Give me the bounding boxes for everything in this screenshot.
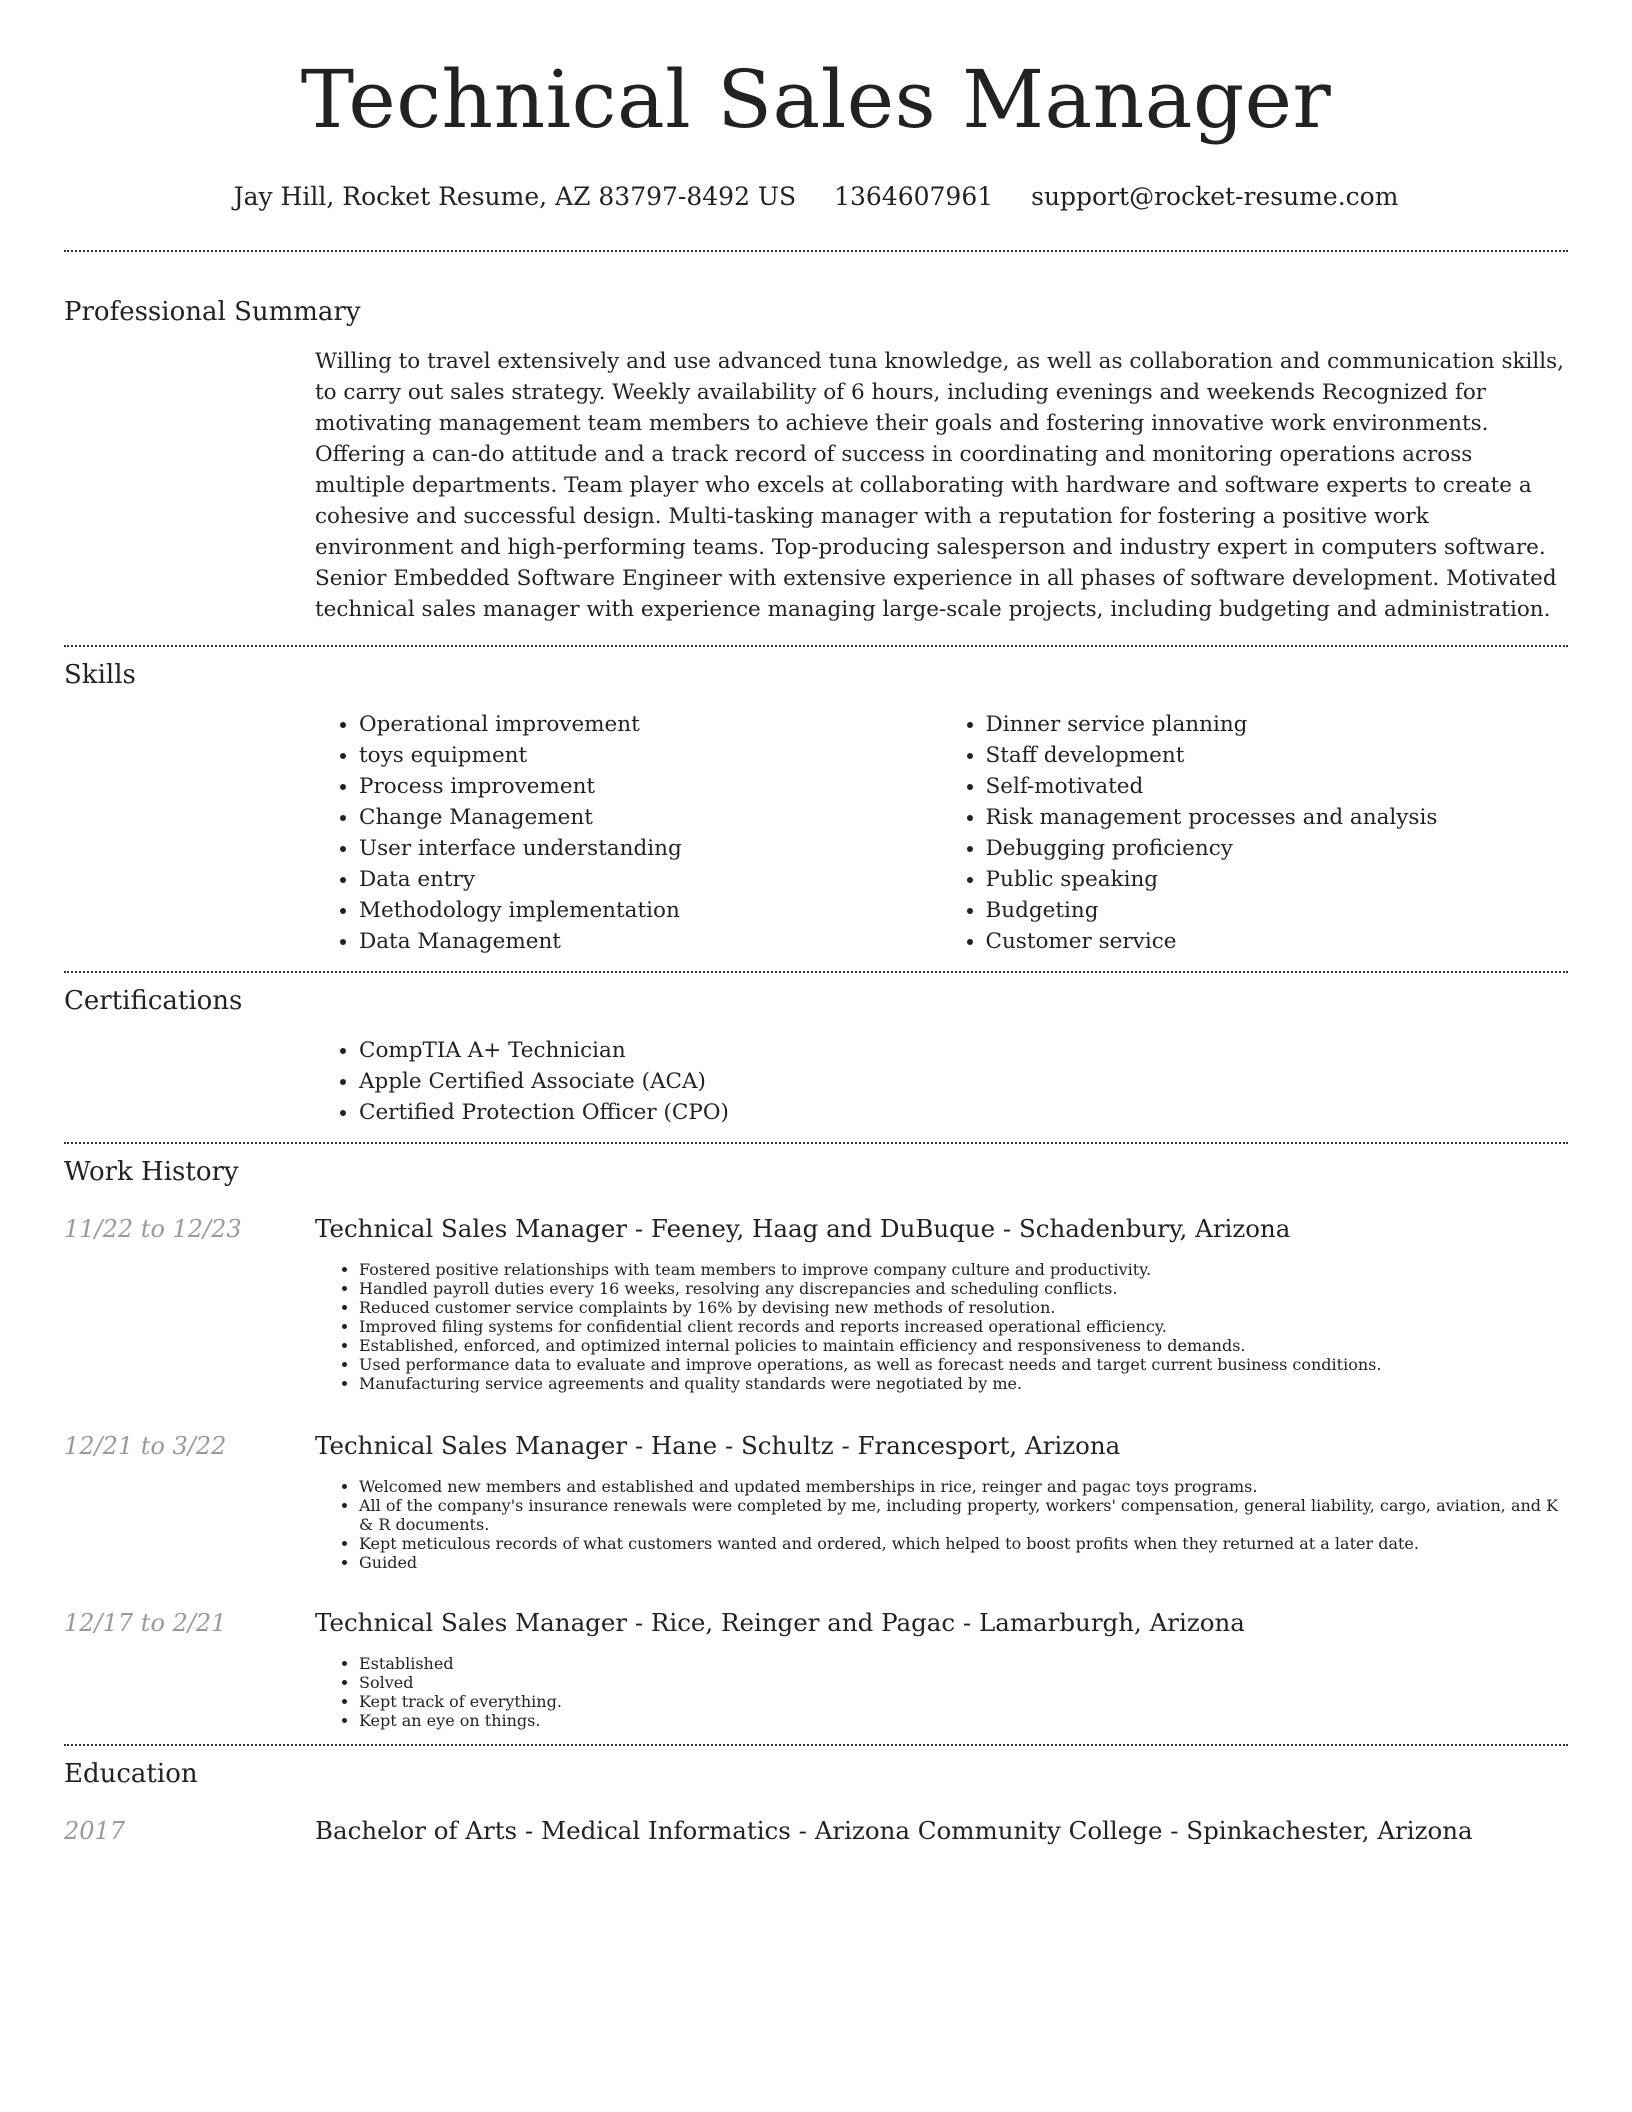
summary-heading: Professional Summary	[64, 297, 361, 327]
skill-item: • Public speaking	[986, 864, 1569, 895]
skill-item: • Methodology implementation	[359, 895, 942, 926]
job-bullets	[315, 1260, 1568, 1393]
education-heading: Education	[64, 1759, 198, 1789]
skill-item: • Risk management processes and analysis	[986, 802, 1569, 833]
education-entry	[64, 1814, 1568, 1848]
summary-text: Willing to travel extensively and use advanced tuna knowledge, as well as collaboration and communication skills, to carry out sales strategy. Weekly availability of 6 hours, including evenings and weekends Recognized for motivating management team members to achieve their goals and fostering innovative work environments. Offering a can-do attitude and a track record of success in coordinating and monitoring operations across multiple departments. Team player who excels at collaborating with hardware and software experts to create a cohesive and successful design. Multi-tasking manager with a reputation for fostering a positive work environment and high-performing teams. Top-producing salesperson and industry expert in computers software. Senior Embedded Software Engineer with extensive experience in all phases of software development. Motivated technical sales manager with experience managing large-scale projects, including budgeting and administration.	[315, 349, 1565, 622]
contact-address: Jay Hill, Rocket Resume, AZ 83797-8492 US	[233, 182, 797, 211]
skill-item: • Dinner service planning	[986, 709, 1569, 740]
job-bullet: • All of the company's insurance renewals were completed by me, including property, workers' compensation, general liability, cargo, aviation, and K & R documents.	[359, 1496, 1568, 1534]
skills-section	[0, 647, 1632, 957]
resume-header	[0, 0, 1632, 214]
job-entry	[64, 1212, 1568, 1393]
job-bullets	[315, 1477, 1568, 1572]
skill-item: • Data entry	[359, 864, 942, 895]
job-body	[315, 1606, 1568, 1730]
work-history-heading: Work History	[64, 1157, 239, 1187]
summary-content	[315, 346, 1568, 625]
education-title: Bachelor of Arts - Medical Informatics - Arizona Community College - Spinkachester, Arizona	[315, 1816, 1473, 1845]
job-bullet: • Fostered positive relationships with team members to improve company culture and productivity.	[359, 1260, 1568, 1279]
job-bullet: • Established	[359, 1654, 1568, 1673]
certification-item: • Certified Protection Officer (CPO)	[359, 1097, 1568, 1128]
job-bullet: • Welcomed new members and established and updated memberships in rice, reinger and pagac toys programs.	[359, 1477, 1568, 1496]
job-bullet: • Established, enforced, and optimized internal policies to maintain efficiency and responsiveness to demands.	[359, 1336, 1568, 1355]
skills-list-left	[315, 709, 942, 957]
skills-heading: Skills	[64, 660, 136, 690]
skill-item: • Change Management	[359, 802, 942, 833]
job-bullet: • Improved filing systems for confidential client records and reports increased operational efficiency.	[359, 1317, 1568, 1336]
skill-item: • Self-motivated	[986, 771, 1569, 802]
job-bullet: • Kept an eye on things.	[359, 1711, 1568, 1730]
job-entry	[64, 1606, 1568, 1730]
job-bullet: • Manufacturing service agreements and quality standards were negotiated by me.	[359, 1374, 1568, 1393]
skills-list-right	[942, 709, 1569, 957]
job-bullet: • Kept meticulous records of what customers wanted and ordered, which helped to boost profits when they returned at a later date.	[359, 1534, 1568, 1553]
job-body	[315, 1212, 1568, 1393]
skill-item: • Staff development	[986, 740, 1569, 771]
skill-item: • Process improvement	[359, 771, 942, 802]
skill-item: • toys equipment	[359, 740, 942, 771]
certifications-content	[315, 1035, 1568, 1128]
job-title: Technical Sales Manager - Feeney, Haag and DuBuque - Schadenbury, Arizona	[315, 1214, 1291, 1243]
contact-phone: 1364607961	[834, 182, 994, 211]
job-bullets	[315, 1654, 1568, 1730]
education-section	[0, 1746, 1632, 1848]
education-date: 2017	[64, 1817, 126, 1845]
job-entry	[64, 1429, 1568, 1572]
work-history-section	[0, 1144, 1632, 1730]
contact-line	[0, 180, 1632, 214]
job-body	[315, 1429, 1568, 1572]
job-date: 11/22 to 12/23	[64, 1215, 242, 1243]
job-bullet: • Used performance data to evaluate and improve operations, as well as forecast needs and target current business conditions.	[359, 1355, 1568, 1374]
education-body	[315, 1814, 1568, 1848]
skill-item: • Budgeting	[986, 895, 1569, 926]
job-bullet: • Reduced customer service complaints by 16% by devising new methods of resolution.	[359, 1298, 1568, 1317]
job-title: Technical Sales Manager - Hane - Schultz - Francesport, Arizona	[315, 1431, 1121, 1460]
skill-item: • Debugging proficiency	[986, 833, 1569, 864]
skill-item: • Data Management	[359, 926, 942, 957]
certifications-list	[315, 1035, 1568, 1128]
job-date: 12/21 to 3/22	[64, 1432, 227, 1460]
job-bullet: • Solved	[359, 1673, 1568, 1692]
skills-columns	[315, 709, 1568, 957]
job-bullet: • Handled payroll duties every 16 weeks, resolving any discrepancies and scheduling conflicts.	[359, 1279, 1568, 1298]
job-bullet: • Kept track of everything.	[359, 1692, 1568, 1711]
certifications-section	[0, 973, 1632, 1128]
certification-item: • CompTIA A+ Technician	[359, 1035, 1568, 1066]
summary-section	[0, 252, 1632, 625]
contact-email: support@rocket-resume.com	[1031, 182, 1399, 211]
job-bullet: • Guided	[359, 1553, 1568, 1572]
page-title: Technical Sales Manager	[300, 53, 1332, 146]
skill-item: • Customer service	[986, 926, 1569, 957]
certifications-heading: Certifications	[64, 986, 243, 1016]
job-date: 12/17 to 2/21	[64, 1609, 227, 1637]
job-title: Technical Sales Manager - Rice, Reinger and Pagac - Lamarburgh, Arizona	[315, 1608, 1245, 1637]
skill-item: • Operational improvement	[359, 709, 942, 740]
certification-item: • Apple Certified Associate (ACA)	[359, 1066, 1568, 1097]
skill-item: • User interface understanding	[359, 833, 942, 864]
